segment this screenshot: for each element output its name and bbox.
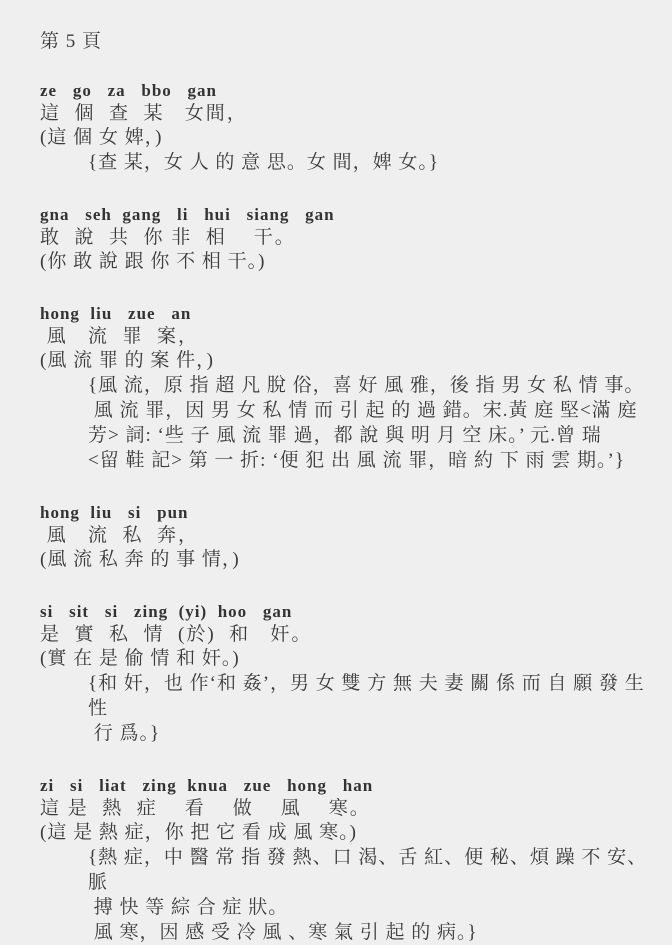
page-number-header: 第 5 頁 — [40, 31, 103, 52]
annotation-notes — [88, 671, 658, 746]
entry — [40, 204, 658, 274]
romanization-line: gna seh gang li hui siang gan — [40, 205, 335, 224]
hanzi-line: 敢 說 共 你 非 相 干。 — [40, 227, 296, 248]
note-line: 芳> 詞: ‘些 子 風 流 罪 過，都 說 與 明 月 空 床。’ 元.曾 瑞 — [88, 425, 602, 446]
translation-line: (風 流 私 奔 的 事 情，) — [40, 549, 240, 570]
note-line: 行 爲。} — [88, 723, 161, 744]
translation-line: (你 敢 說 跟 你 不 相 干。) — [40, 251, 266, 272]
entry — [40, 601, 658, 746]
hanzi-line: 風 流 私 奔， — [40, 525, 200, 546]
romanization-line: ze go za bbo gan — [40, 81, 217, 100]
annotation-notes — [88, 373, 658, 473]
note-line: 風 寒，因 感 受 冷 風 、寒 氣 引 起 的 病。} — [88, 922, 478, 943]
note-line: {查 某，女 人 的 意 思。女 間，婢 女。} — [88, 152, 439, 173]
translation-line: (這 個 女 婢，) — [40, 127, 163, 148]
annotation-notes — [88, 845, 658, 945]
entry — [40, 303, 658, 473]
romanization-line: hong liu zue an — [40, 304, 192, 323]
hanzi-line: 這 個 查 某 女間， — [40, 103, 248, 124]
note-line: 風 流 罪，因 男 女 私 情 而 引 起 的 過 錯。宋.黃 庭 堅<滿 庭 — [88, 400, 638, 421]
romanization-line: si sit si zing (yi) hoo gan — [40, 602, 293, 621]
romanization-line: zi si liat zing knua zue hong han — [40, 776, 374, 795]
entry — [40, 80, 658, 175]
note-line: <留 鞋 記> 第 一 折: ‘便 犯 出 風 流 罪，暗 約 下 雨 雲 期。’} — [88, 450, 625, 471]
translation-line: (風 流 罪 的 案 件，) — [40, 350, 214, 371]
hanzi-line: 這 是 熱 症 看 做 風 寒。 — [40, 798, 371, 819]
note-line: {和 奸，也 作‘和 姦’，男 女 雙 方 無 夫 妻 關 係 而 自 願 發 生 性 — [88, 673, 651, 719]
annotation-notes — [88, 150, 658, 175]
translation-line: (實 在 是 偷 情 和 奸。) — [40, 648, 240, 669]
note-line: {熱 症，中 醫 常 指 發 熱、口 渴、舌 紅、便 秘、煩 躁 不 安、脈 — [88, 847, 648, 893]
hanzi-line: 風 流 罪 案， — [40, 326, 200, 347]
note-line: 搏 快 等 綜 合 症 狀。 — [88, 897, 289, 918]
hanzi-line: 是 實 私 情 (於) 和 奸。 — [40, 624, 313, 645]
translation-line: (這 是 熱 症，你 把 它 看 成 風 寒。) — [40, 822, 357, 843]
entry — [40, 775, 658, 945]
note-line: {風 流，原 指 超 凡 脫 俗，喜 好 風 雅，後 指 男 女 私 情 事。 — [88, 375, 645, 396]
entry — [40, 502, 658, 572]
romanization-line: hong liu si pun — [40, 503, 189, 522]
